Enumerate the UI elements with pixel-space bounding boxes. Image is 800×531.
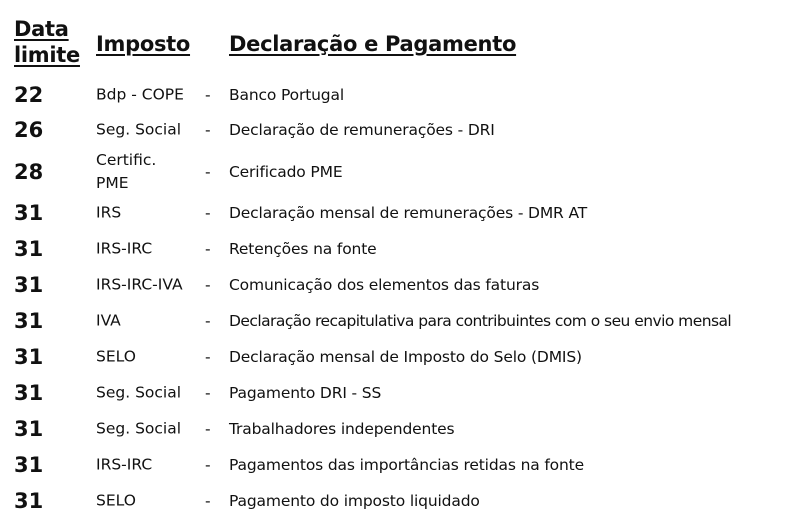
- row-tax: SELO: [96, 491, 136, 510]
- row-separator: -: [205, 240, 211, 258]
- row-description: Pagamento DRI - SS: [229, 384, 382, 402]
- row-separator: -: [205, 276, 211, 294]
- row-day: 31: [14, 309, 44, 333]
- header-imposto: Imposto: [96, 32, 191, 56]
- row-description: Trabalhadores independentes: [229, 420, 455, 438]
- table-row: [0, 450, 800, 480]
- row-tax: Seg. Social: [96, 120, 182, 139]
- table-row: [0, 234, 800, 264]
- row-day: 31: [14, 381, 44, 405]
- row-day: 31: [14, 237, 44, 261]
- table-row: [0, 342, 800, 372]
- row-description: Comunicação dos elementos das faturas: [229, 276, 540, 294]
- row-separator: -: [205, 384, 211, 402]
- row-separator: -: [205, 204, 211, 222]
- row-day: 31: [14, 201, 44, 225]
- row-day: 28: [14, 160, 44, 184]
- row-tax: IRS-IRC: [96, 239, 153, 258]
- row-tax: Certific. PME: [96, 151, 157, 192]
- table-row: [0, 414, 800, 444]
- row-tax: IRS: [96, 203, 122, 222]
- row-tax: IRS-IRC-IVA: [96, 275, 183, 294]
- row-separator: -: [205, 86, 211, 104]
- row-day: 31: [14, 345, 44, 369]
- table-row: [0, 115, 800, 145]
- table-row: [0, 198, 800, 228]
- row-separator: -: [205, 348, 211, 366]
- row-day: 31: [14, 453, 44, 477]
- row-description: Declaração mensal de Imposto do Selo (DMIS): [229, 348, 582, 366]
- row-description: Retenções na fonte: [229, 240, 377, 258]
- table-row: [0, 270, 800, 300]
- row-tax: IVA: [96, 311, 121, 330]
- row-separator: -: [205, 312, 211, 330]
- table-row: [0, 378, 800, 408]
- row-day: 31: [14, 417, 44, 441]
- row-tax: Seg. Social: [96, 383, 182, 402]
- row-description: Declaração recapitulativa para contribuintes com o seu envio mensal: [229, 312, 732, 330]
- row-description: Declaração de remunerações - DRI: [229, 121, 495, 139]
- row-separator: -: [205, 492, 211, 510]
- row-separator: -: [205, 456, 211, 474]
- row-description: Pagamento do imposto liquidado: [229, 492, 480, 510]
- table-row: [0, 148, 800, 196]
- row-description: Pagamentos das importâncias retidas na fonte: [229, 456, 584, 474]
- table-row: [0, 306, 800, 336]
- header-declaracao: Declaração e Pagamento: [229, 32, 517, 56]
- header-data-limite: Data limite: [14, 17, 80, 67]
- row-separator: -: [205, 420, 211, 438]
- row-day: 31: [14, 489, 44, 513]
- row-tax: IRS-IRC: [96, 455, 153, 474]
- table-row: [0, 486, 800, 516]
- row-day: 31: [14, 273, 44, 297]
- row-description: Declaração mensal de remunerações - DMR AT: [229, 204, 588, 222]
- row-description: Banco Portugal: [229, 86, 344, 104]
- row-tax: Bdp - COPE: [96, 85, 184, 104]
- row-separator: -: [205, 121, 211, 139]
- row-tax: Seg. Social: [96, 419, 182, 438]
- row-description: Cerificado PME: [229, 163, 343, 181]
- row-day: 26: [14, 118, 44, 142]
- table-row: [0, 80, 800, 110]
- row-separator: -: [205, 163, 211, 181]
- row-tax: SELO: [96, 347, 136, 366]
- row-day: 22: [14, 83, 44, 107]
